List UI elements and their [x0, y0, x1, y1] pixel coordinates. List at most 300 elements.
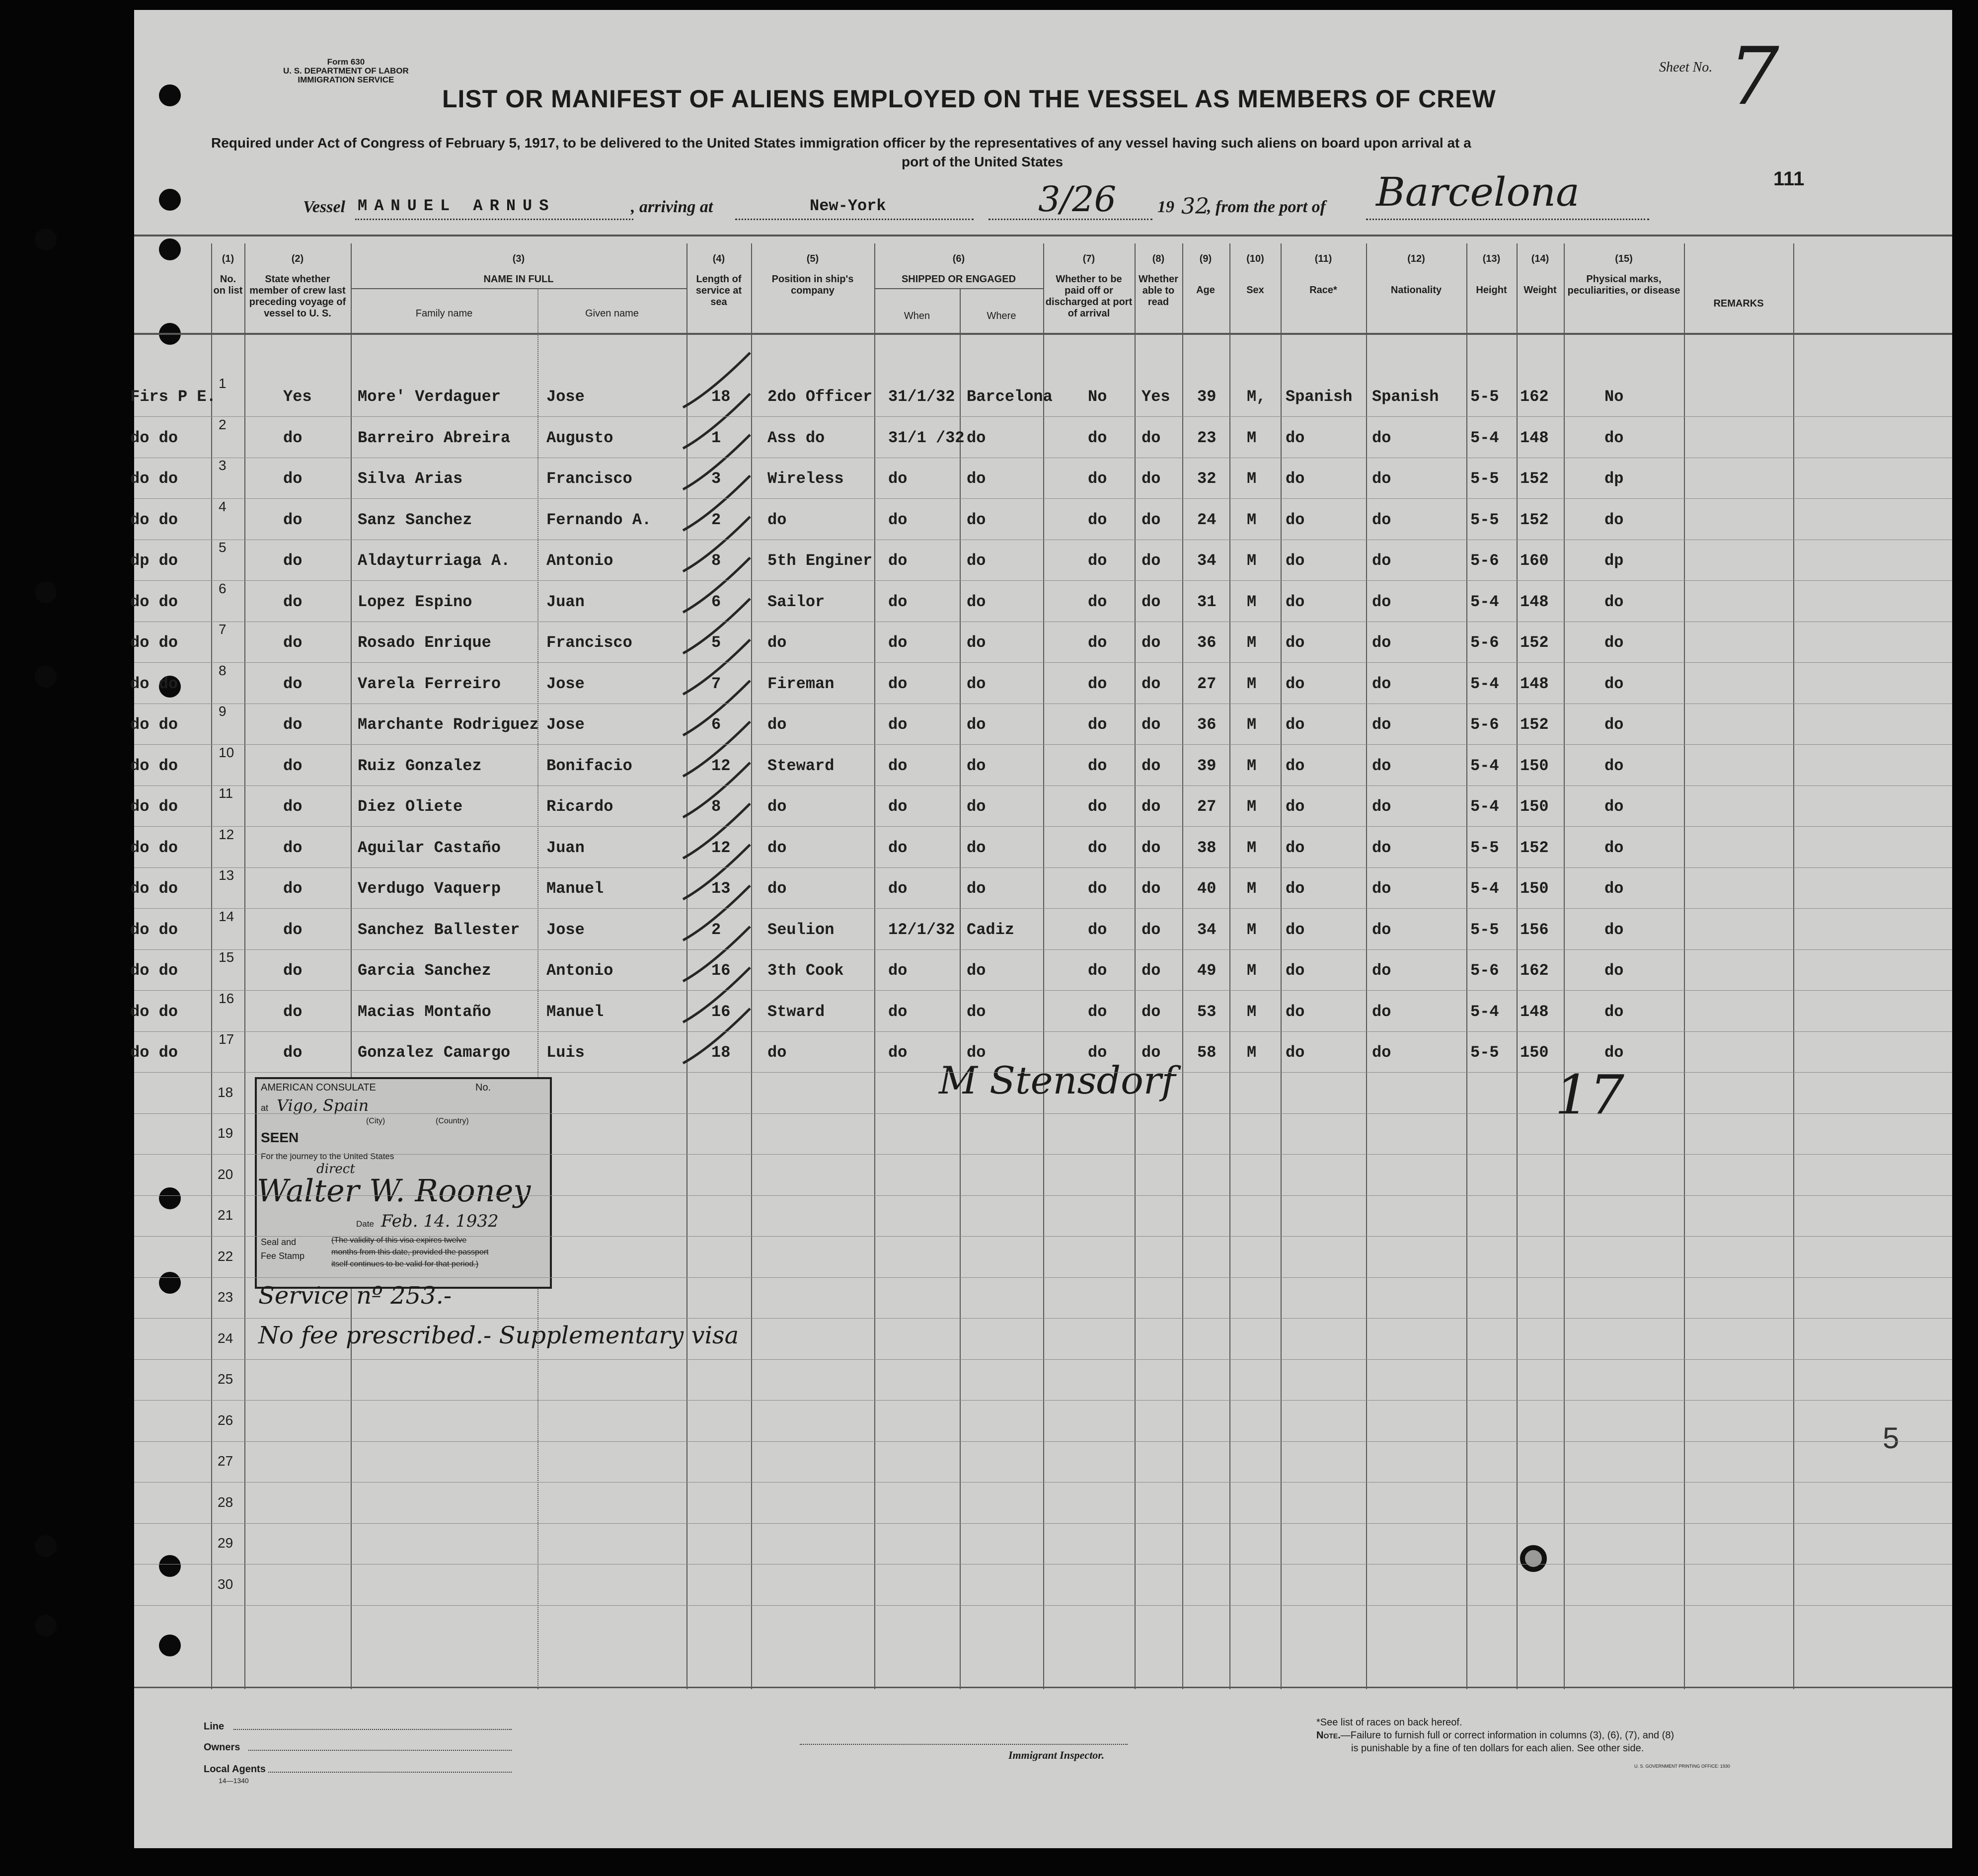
- race: Spanish: [1286, 388, 1353, 406]
- given-name: Antonio: [546, 961, 613, 980]
- note-text: —Failure to furnish full or correct information in columns (3), (6), (7), and (8): [1340, 1730, 1674, 1741]
- family-name: Sanz Sanchez: [358, 510, 472, 529]
- service-note: Service nº 253.-: [258, 1282, 452, 1310]
- sex: M: [1247, 756, 1257, 775]
- height: 5-4: [1470, 756, 1499, 775]
- shipped-when: do: [888, 756, 908, 775]
- row-prefix: do do: [130, 715, 178, 734]
- stamp-validity-1: (The validity of this visa expires twelve: [331, 1236, 467, 1245]
- row-prefix: do do: [130, 510, 178, 529]
- col4-header: Length of service at sea: [695, 274, 742, 308]
- race: do: [1286, 961, 1305, 980]
- weight: 148: [1520, 428, 1549, 447]
- printing-office: U. S. GOVERNMENT PRINTING OFFICE: 1930: [1634, 1764, 1730, 1769]
- paid-off: do: [1088, 920, 1107, 939]
- age: 36: [1197, 715, 1217, 734]
- paid-off: do: [1088, 961, 1107, 980]
- paid-off: do: [1088, 797, 1107, 816]
- service-years: 7: [711, 674, 721, 693]
- paid-off: do: [1088, 551, 1107, 570]
- sex: M: [1247, 1043, 1257, 1062]
- races-note: *See list of races on back hereof.: [1316, 1717, 1462, 1728]
- sex: M: [1247, 961, 1257, 980]
- shipped-where: do: [967, 428, 986, 447]
- tally-mark: 17: [1555, 1063, 1624, 1127]
- sex: M: [1247, 428, 1257, 447]
- service-years: 12: [711, 838, 731, 857]
- able-to-read: do: [1141, 756, 1161, 775]
- race: do: [1286, 633, 1305, 652]
- physical-marks: do: [1604, 797, 1624, 816]
- service-years: 6: [711, 592, 721, 611]
- race: do: [1286, 756, 1305, 775]
- weight: 160: [1520, 551, 1549, 570]
- paid-off: No: [1088, 388, 1107, 406]
- note-label: Note.: [1316, 1730, 1341, 1741]
- shipped-where: do: [967, 879, 986, 898]
- binder-hole: [35, 666, 57, 688]
- given-name: Manuel: [546, 1002, 604, 1021]
- height: 5-6: [1470, 715, 1499, 734]
- shipped-when: do: [888, 1043, 908, 1062]
- row-prefix: do do: [130, 756, 178, 775]
- empty-row-number: 29: [218, 1535, 233, 1551]
- shipped-where: do: [967, 715, 986, 734]
- given-name: Jose: [546, 674, 585, 693]
- empty-row-number: 21: [218, 1207, 233, 1223]
- service-years: 16: [711, 1002, 731, 1021]
- shipped-where: do: [967, 838, 986, 857]
- physical-marks: do: [1604, 756, 1624, 775]
- row-number: 5: [219, 540, 227, 555]
- nationality: do: [1372, 961, 1391, 980]
- height: 5-5: [1470, 510, 1499, 529]
- sex: M: [1247, 879, 1257, 898]
- arrival-port: New-York: [810, 197, 886, 215]
- race: do: [1286, 510, 1305, 529]
- department: U. S. DEPARTMENT OF LABOR: [283, 66, 409, 76]
- family-name: Aldayturriaga A.: [358, 551, 511, 570]
- shipped-where: do: [967, 510, 986, 529]
- service-years: 2: [711, 510, 721, 529]
- nationality: do: [1372, 592, 1391, 611]
- row-number: 15: [219, 949, 234, 965]
- paid-off: do: [1088, 469, 1107, 488]
- weight: 150: [1520, 797, 1549, 816]
- given-name: Bonifacio: [546, 756, 632, 775]
- stamp-validity-3: itself continues to be valid for that period.): [331, 1260, 479, 1268]
- physical-marks: do: [1604, 961, 1624, 980]
- row-prefix: do do: [130, 633, 178, 652]
- race: do: [1286, 1002, 1305, 1021]
- paid-off: do: [1088, 510, 1107, 529]
- physical-marks: do: [1604, 879, 1624, 898]
- last-voyage: do: [283, 838, 303, 857]
- shipped-when: do: [888, 674, 908, 693]
- weight: 162: [1520, 961, 1549, 980]
- weight: 150: [1520, 756, 1549, 775]
- inspector-label: Immigrant Inspector.: [1008, 1749, 1105, 1761]
- race: do: [1286, 797, 1305, 816]
- position: 2do Officer: [767, 388, 873, 406]
- sex: M: [1247, 551, 1257, 570]
- weight: 152: [1520, 633, 1549, 652]
- shipped-when: do: [888, 633, 908, 652]
- paid-off: do: [1088, 838, 1107, 857]
- last-voyage: do: [283, 920, 303, 939]
- row-prefix: do do: [130, 797, 178, 816]
- last-voyage: Yes: [283, 388, 312, 406]
- col12-header: Nationality: [1390, 285, 1442, 296]
- able-to-read: do: [1141, 551, 1161, 570]
- height: 5-5: [1470, 1043, 1499, 1062]
- age: 34: [1197, 920, 1217, 939]
- age: 49: [1197, 961, 1217, 980]
- physical-marks: do: [1604, 1002, 1624, 1021]
- stamp-city-label: (City): [366, 1117, 385, 1125]
- col9-header: Age: [1196, 285, 1215, 296]
- last-voyage: do: [283, 551, 303, 570]
- position: Steward: [767, 756, 835, 775]
- binder-hole: [35, 1615, 57, 1637]
- nationality: do: [1372, 428, 1391, 447]
- last-voyage: do: [283, 633, 303, 652]
- stamp-signature: Walter W. Rooney: [257, 1172, 531, 1209]
- physical-marks: do: [1604, 1043, 1624, 1062]
- empty-row-number: 22: [218, 1248, 233, 1264]
- family-name: Barreiro Abreira: [358, 428, 511, 447]
- shipped-when: do: [888, 1002, 908, 1021]
- family-name: More' Verdaguer: [358, 388, 501, 406]
- given-name: Antonio: [546, 551, 613, 570]
- shipped-when: 12/1/32: [888, 920, 955, 939]
- age: 58: [1197, 1043, 1217, 1062]
- empty-row-number: 23: [218, 1289, 233, 1305]
- paid-off: do: [1088, 674, 1107, 693]
- shipped-when: do: [888, 510, 908, 529]
- physical-marks: dp: [1604, 469, 1624, 488]
- position: do: [767, 633, 787, 652]
- able-to-read: Yes: [1141, 388, 1170, 406]
- col14-number: (14): [1531, 253, 1549, 264]
- service-name: IMMIGRATION SERVICE: [298, 75, 394, 84]
- race: do: [1286, 838, 1305, 857]
- row-number: 12: [219, 826, 234, 842]
- margin-code: 5: [1883, 1421, 1900, 1455]
- empty-row-number: 24: [218, 1330, 233, 1346]
- given-name: Juan: [546, 592, 585, 611]
- weight: 150: [1520, 1043, 1549, 1062]
- row-number: 4: [219, 498, 227, 514]
- col7-number: (7): [1082, 253, 1095, 264]
- col8-number: (8): [1152, 253, 1165, 264]
- sex: M: [1247, 469, 1257, 488]
- race: do: [1286, 428, 1305, 447]
- stamp-seen: SEEN: [261, 1130, 299, 1145]
- physical-marks: do: [1604, 428, 1624, 447]
- year-handwritten: 32: [1181, 194, 1209, 219]
- age: 38: [1197, 838, 1217, 857]
- race: do: [1286, 551, 1305, 570]
- col10-number: (10): [1246, 253, 1264, 264]
- col11-number: (11): [1314, 253, 1332, 264]
- shipped-where: Barcelona: [967, 388, 1053, 406]
- col14-header: Weight: [1523, 285, 1557, 296]
- able-to-read: do: [1141, 879, 1161, 898]
- family-name: Lopez Espino: [358, 592, 472, 611]
- height: 5-5: [1470, 920, 1499, 939]
- nationality: do: [1372, 756, 1391, 775]
- row-number: 17: [219, 1031, 234, 1047]
- able-to-read: do: [1141, 469, 1161, 488]
- position: do: [767, 838, 787, 857]
- height: 5-6: [1470, 633, 1499, 652]
- race: do: [1286, 920, 1305, 939]
- form-number: Form 630: [327, 57, 365, 67]
- stamp-country-label: (Country): [436, 1117, 469, 1125]
- row-prefix: do do: [130, 469, 178, 488]
- stamp-title: AMERICAN CONSULATE: [261, 1082, 376, 1093]
- physical-marks: do: [1604, 510, 1624, 529]
- given-name: Francisco: [546, 633, 632, 652]
- position: do: [767, 879, 787, 898]
- able-to-read: do: [1141, 428, 1161, 447]
- service-years: 18: [711, 388, 731, 406]
- binder-hole: [35, 581, 57, 603]
- row-prefix: do do: [130, 1043, 178, 1062]
- physical-marks: do: [1604, 715, 1624, 734]
- given-name: Fernando A.: [546, 510, 652, 529]
- paid-off: do: [1088, 715, 1107, 734]
- col3-number: (3): [512, 253, 525, 264]
- family-name: Verdugo Vaquerp: [358, 879, 501, 898]
- vessel-name: MANUEL ARNUS: [358, 197, 556, 215]
- empty-row-number: 18: [218, 1084, 233, 1100]
- col6-number: (6): [952, 253, 965, 264]
- row-number: 10: [219, 744, 234, 760]
- race: do: [1286, 592, 1305, 611]
- row-prefix: Firs P E.: [130, 388, 216, 406]
- nationality: Spanish: [1372, 388, 1439, 406]
- row-number: 3: [219, 458, 227, 473]
- col1-number: (1): [222, 253, 234, 264]
- row-prefix: dp do: [130, 551, 178, 570]
- service-years: 16: [711, 961, 731, 980]
- height: 5-4: [1470, 428, 1499, 447]
- binder-hole: [35, 1535, 57, 1557]
- stamp-journey: For the journey to the United States: [261, 1152, 394, 1161]
- weight: 152: [1520, 469, 1549, 488]
- weight: 148: [1520, 674, 1549, 693]
- stamp-date-label: Date: [356, 1219, 374, 1229]
- position: Ass do: [767, 428, 825, 447]
- vessel-label: Vessel: [303, 198, 345, 216]
- nationality: do: [1372, 633, 1391, 652]
- family-name: Ruiz Gonzalez: [358, 756, 482, 775]
- col2-header: State whether member of crew last preceding voyage of vessel to U. S.: [249, 274, 346, 319]
- shipped-where: Cadiz: [967, 920, 1015, 939]
- stamp-place: Vigo, Spain: [277, 1096, 369, 1115]
- given-name: Jose: [546, 715, 585, 734]
- sex: M: [1247, 1002, 1257, 1021]
- position: 3th Cook: [767, 961, 844, 980]
- age: 39: [1197, 756, 1217, 775]
- sex: M: [1247, 838, 1257, 857]
- able-to-read: do: [1141, 510, 1161, 529]
- height: 5-4: [1470, 592, 1499, 611]
- given-name: Francisco: [546, 469, 632, 488]
- shipped-where: do: [967, 469, 986, 488]
- shipped-where: do: [967, 633, 986, 652]
- height: 5-5: [1470, 388, 1499, 406]
- given-name: Luis: [546, 1043, 585, 1062]
- manifest-sheet: [130, 10, 1952, 1848]
- row-prefix: do do: [130, 674, 178, 693]
- family-name: Marchante Rodriguez: [358, 715, 539, 734]
- subtitle: Required under Act of Congress of February 5, 1917, to be delivered to the United States immigration officer by the representatives of any vessel having such aliens on board upon arrival at a: [211, 135, 1471, 151]
- sex: M: [1247, 674, 1257, 693]
- row-number: 11: [219, 785, 233, 801]
- nationality: do: [1372, 1002, 1391, 1021]
- shipped-when: do: [888, 551, 908, 570]
- sex: M: [1247, 510, 1257, 529]
- row-prefix: do do: [130, 1002, 178, 1021]
- height: 5-4: [1470, 879, 1499, 898]
- last-voyage: do: [283, 1002, 303, 1021]
- last-voyage: do: [283, 469, 303, 488]
- race: do: [1286, 469, 1305, 488]
- shipped-where: do: [967, 551, 986, 570]
- family-name: Garcia Sanchez: [358, 961, 491, 980]
- race: do: [1286, 715, 1305, 734]
- stamp-seal-label: Seal and: [261, 1237, 297, 1247]
- where-header: Where: [987, 311, 1016, 321]
- paid-off: do: [1088, 1002, 1107, 1021]
- row-number: 13: [219, 867, 234, 883]
- last-voyage: do: [283, 961, 303, 980]
- departure-port: Barcelona: [1376, 169, 1580, 215]
- able-to-read: do: [1141, 674, 1161, 693]
- height: 5-4: [1470, 1002, 1499, 1021]
- weight: 152: [1520, 838, 1549, 857]
- last-voyage: do: [283, 592, 303, 611]
- last-voyage: do: [283, 674, 303, 693]
- page-title: LIST OR MANIFEST OF ALIENS EMPLOYED ON THE VESSEL AS MEMBERS OF CREW: [442, 85, 1496, 113]
- position: do: [767, 797, 787, 816]
- shipped-where: do: [967, 1002, 986, 1021]
- weight: 148: [1520, 592, 1549, 611]
- nationality: do: [1372, 674, 1391, 693]
- row-number: 2: [219, 416, 227, 432]
- last-voyage: do: [283, 879, 303, 898]
- height: 5-6: [1470, 551, 1499, 570]
- code-bottom: 14—1340: [219, 1777, 249, 1785]
- shipped-when: do: [888, 879, 908, 898]
- weight: 150: [1520, 879, 1549, 898]
- service-years: 12: [711, 756, 731, 775]
- weight: 152: [1520, 715, 1549, 734]
- shipped-where: do: [967, 797, 986, 816]
- family-name: Diez Oliete: [358, 797, 463, 816]
- given-name: Augusto: [546, 428, 613, 447]
- service-years: 2: [711, 920, 721, 939]
- arriving-label: , arriving at: [631, 198, 713, 216]
- row-prefix: do do: [130, 879, 178, 898]
- service-years: 5: [711, 633, 721, 652]
- physical-marks: dp: [1604, 551, 1624, 570]
- shipped-where: do: [967, 961, 986, 980]
- col7-header: Whether to be paid off or discharged at port of arrival: [1045, 274, 1133, 319]
- row-number: 1: [219, 376, 227, 391]
- sex: M: [1247, 592, 1257, 611]
- empty-row-number: 19: [218, 1125, 233, 1141]
- race: do: [1286, 879, 1305, 898]
- family-name: Silva Arias: [358, 469, 463, 488]
- stamp-validity-2: months from this date, provided the passport: [331, 1248, 489, 1256]
- row-number: 6: [219, 580, 227, 596]
- physical-marks: do: [1604, 838, 1624, 857]
- physical-marks: No: [1604, 388, 1624, 406]
- col13-header: Height: [1476, 285, 1507, 296]
- nationality: do: [1372, 838, 1391, 857]
- height: 5-4: [1470, 797, 1499, 816]
- position: Fireman: [767, 674, 835, 693]
- last-voyage: do: [283, 756, 303, 775]
- able-to-read: do: [1141, 1043, 1161, 1062]
- given-name-header: Given name: [585, 308, 639, 319]
- sex: M: [1247, 715, 1257, 734]
- col3-header: NAME IN FULL: [483, 274, 554, 285]
- given-name: Jose: [546, 388, 585, 406]
- subtitle-2: port of the United States: [902, 154, 1064, 169]
- last-voyage: do: [283, 510, 303, 529]
- given-name: Manuel: [546, 879, 604, 898]
- position: do: [767, 510, 787, 529]
- last-voyage: do: [283, 797, 303, 816]
- age: 39: [1197, 388, 1217, 406]
- sheet-label: Sheet No.: [1659, 60, 1713, 75]
- owners-label: Owners: [204, 1742, 240, 1753]
- check-stroke: [683, 353, 750, 407]
- binder-hole: [35, 229, 57, 250]
- service-years: 6: [711, 715, 721, 734]
- nationality: do: [1372, 1043, 1391, 1062]
- col15-number: (15): [1615, 253, 1633, 264]
- service-years: 18: [711, 1043, 731, 1062]
- shipped-when: do: [888, 592, 908, 611]
- family-name: Aguilar Castaño: [358, 838, 501, 857]
- col13-number: (13): [1482, 253, 1501, 264]
- family-name: Rosado Enrique: [358, 633, 491, 652]
- family-name: Gonzalez Camargo: [358, 1043, 511, 1062]
- shipped-where: do: [967, 1043, 986, 1062]
- nationality: do: [1372, 797, 1391, 816]
- age: 23: [1197, 428, 1217, 447]
- empty-row-number: 30: [218, 1576, 233, 1592]
- able-to-read: do: [1141, 715, 1161, 734]
- paid-off: do: [1088, 879, 1107, 898]
- paid-off: do: [1088, 592, 1107, 611]
- given-name: Ricardo: [546, 797, 613, 816]
- position: Sailor: [767, 592, 825, 611]
- from-label: , from the port of: [1207, 198, 1326, 216]
- row-number: 9: [219, 704, 227, 719]
- family-name-header: Family name: [415, 308, 473, 319]
- height: 5-5: [1470, 469, 1499, 488]
- position: do: [767, 715, 787, 734]
- col12-number: (12): [1407, 253, 1425, 264]
- paid-off: do: [1088, 428, 1107, 447]
